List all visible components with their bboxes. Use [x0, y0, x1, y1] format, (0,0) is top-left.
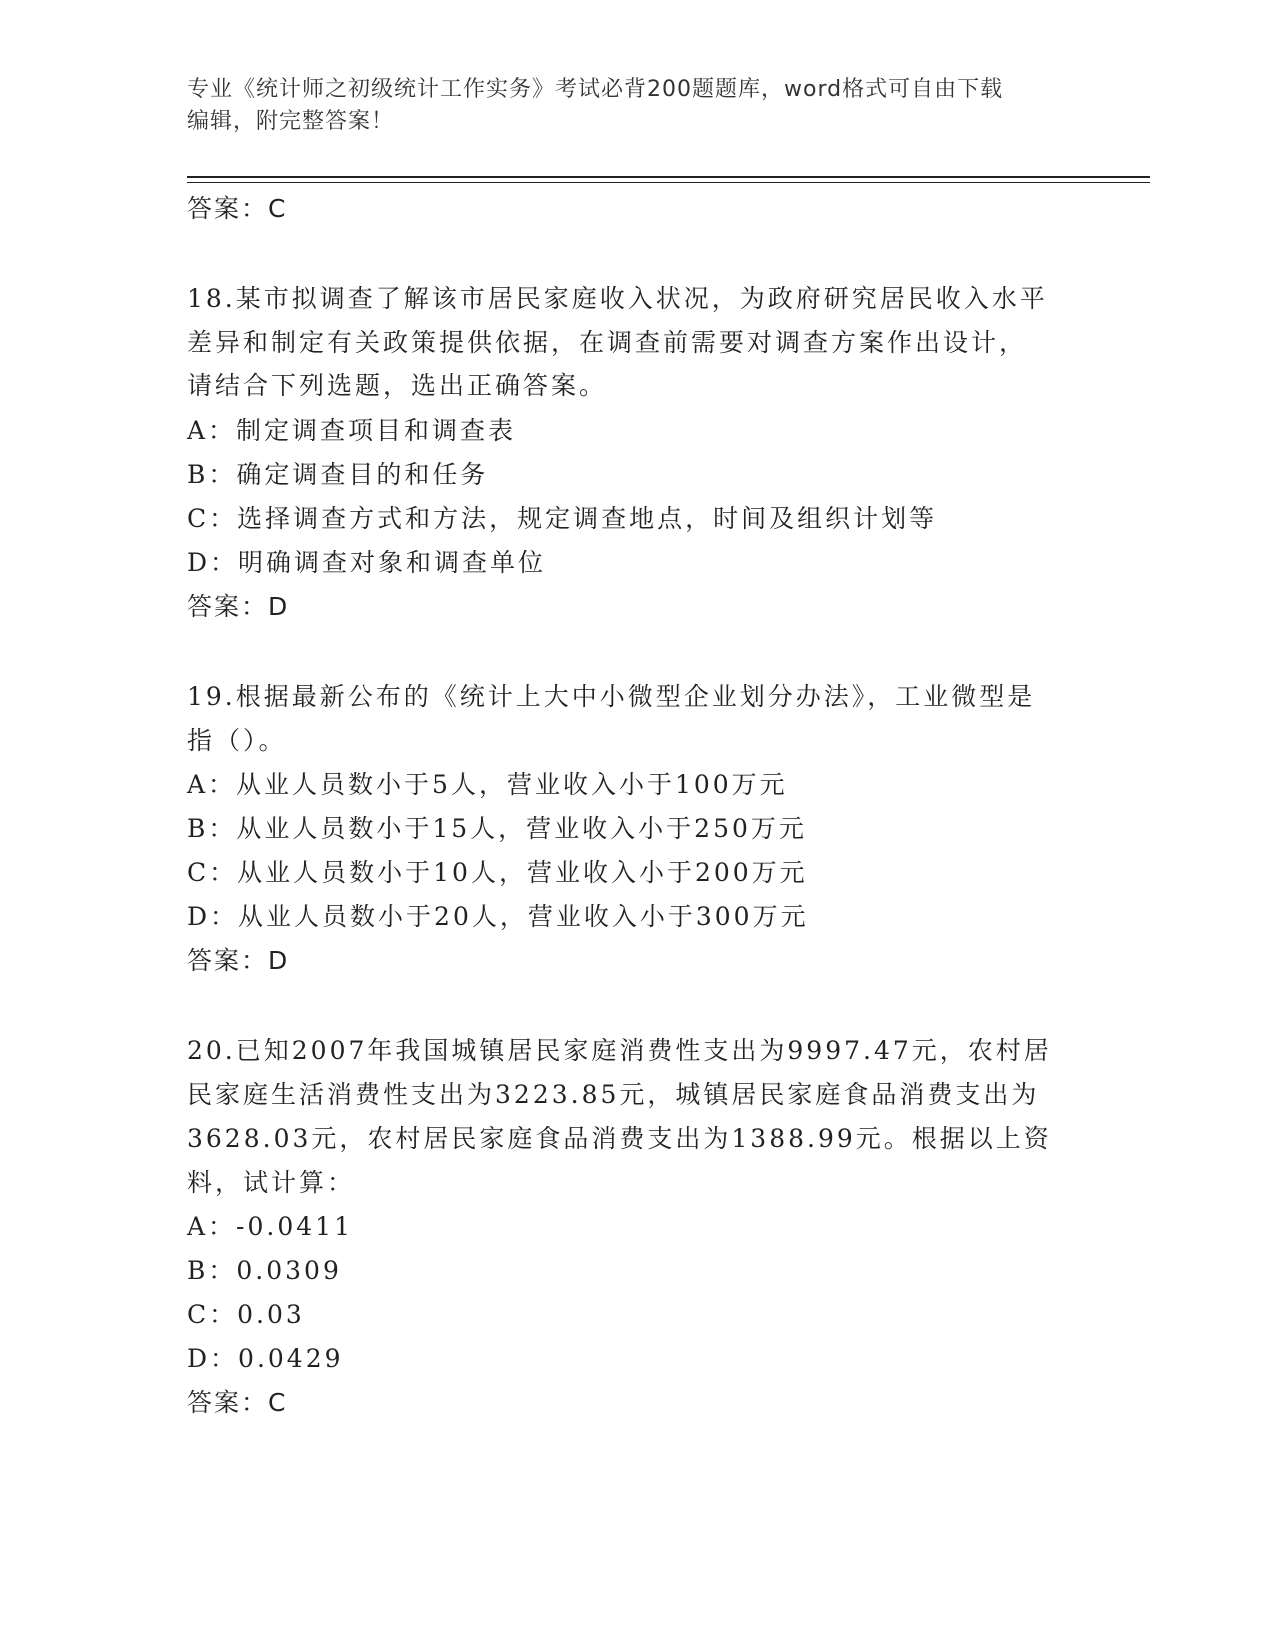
question-stem-line: 料，试计算： — [187, 1168, 356, 1197]
option-b: B：从业人员数小于15人，营业收入小于250万元 — [187, 814, 807, 843]
header-rule-thick — [187, 176, 1150, 178]
document-header — [187, 74, 1067, 138]
question-stem-line: 20.已知2007年我国城镇居民家庭消费性支出为9997.47元，农村居 — [187, 1036, 1052, 1065]
header-line-2: 编辑，附完整答案！ — [187, 109, 395, 134]
option-c: C：0.03 — [187, 1300, 305, 1329]
option-a: A：从业人员数小于5人，营业收入小于100万元 — [187, 770, 788, 799]
answer: 答案：C — [187, 1388, 288, 1417]
option-d: D：0.0429 — [187, 1344, 344, 1373]
question-stem-line: 请结合下列选题，选出正确答案。 — [187, 371, 608, 400]
question-stem-line: 指（）。 — [187, 726, 287, 755]
answer: 答案：D — [187, 946, 290, 975]
header-rule-thin — [187, 182, 1150, 183]
option-c: C：从业人员数小于10人，营业收入小于200万元 — [187, 858, 808, 887]
question-stem-line: 19.根据最新公布的《统计上大中小微型企业划分办法》，工业微型是 — [187, 682, 1036, 711]
prev-answer: 答案：C — [187, 194, 288, 223]
option-c: C：选择调查方式和方法，规定调查地点，时间及组织计划等 — [187, 504, 938, 533]
question-stem-line: 民家庭生活消费性支出为3223.85元，城镇居民家庭食品消费支出为 — [187, 1080, 1040, 1109]
answer: 答案：D — [187, 592, 290, 621]
option-b: B：确定调查目的和任务 — [187, 460, 489, 489]
option-b: B：0.0309 — [187, 1256, 342, 1285]
option-a: A：-0.0411 — [187, 1212, 353, 1241]
option-d: D：明确调查对象和调查单位 — [187, 548, 547, 577]
question-stem-line: 3628.03元，农村居民家庭食品消费支出为1388.99元。根据以上资 — [187, 1124, 1052, 1153]
question-stem-line: 18.某市拟调查了解该市居民家庭收入状况，为政府研究居民收入水平 — [187, 284, 1048, 313]
option-a: A：制定调查项目和调查表 — [187, 416, 517, 445]
header-line-1: 专业《统计师之初级统计工作实务》考试必背200题题库，word格式可自由下载 — [187, 77, 1004, 102]
question-stem-line: 差异和制定有关政策提供依据，在调查前需要对调查方案作出设计， — [187, 328, 1028, 357]
option-d: D：从业人员数小于20人，营业收入小于300万元 — [187, 902, 809, 931]
